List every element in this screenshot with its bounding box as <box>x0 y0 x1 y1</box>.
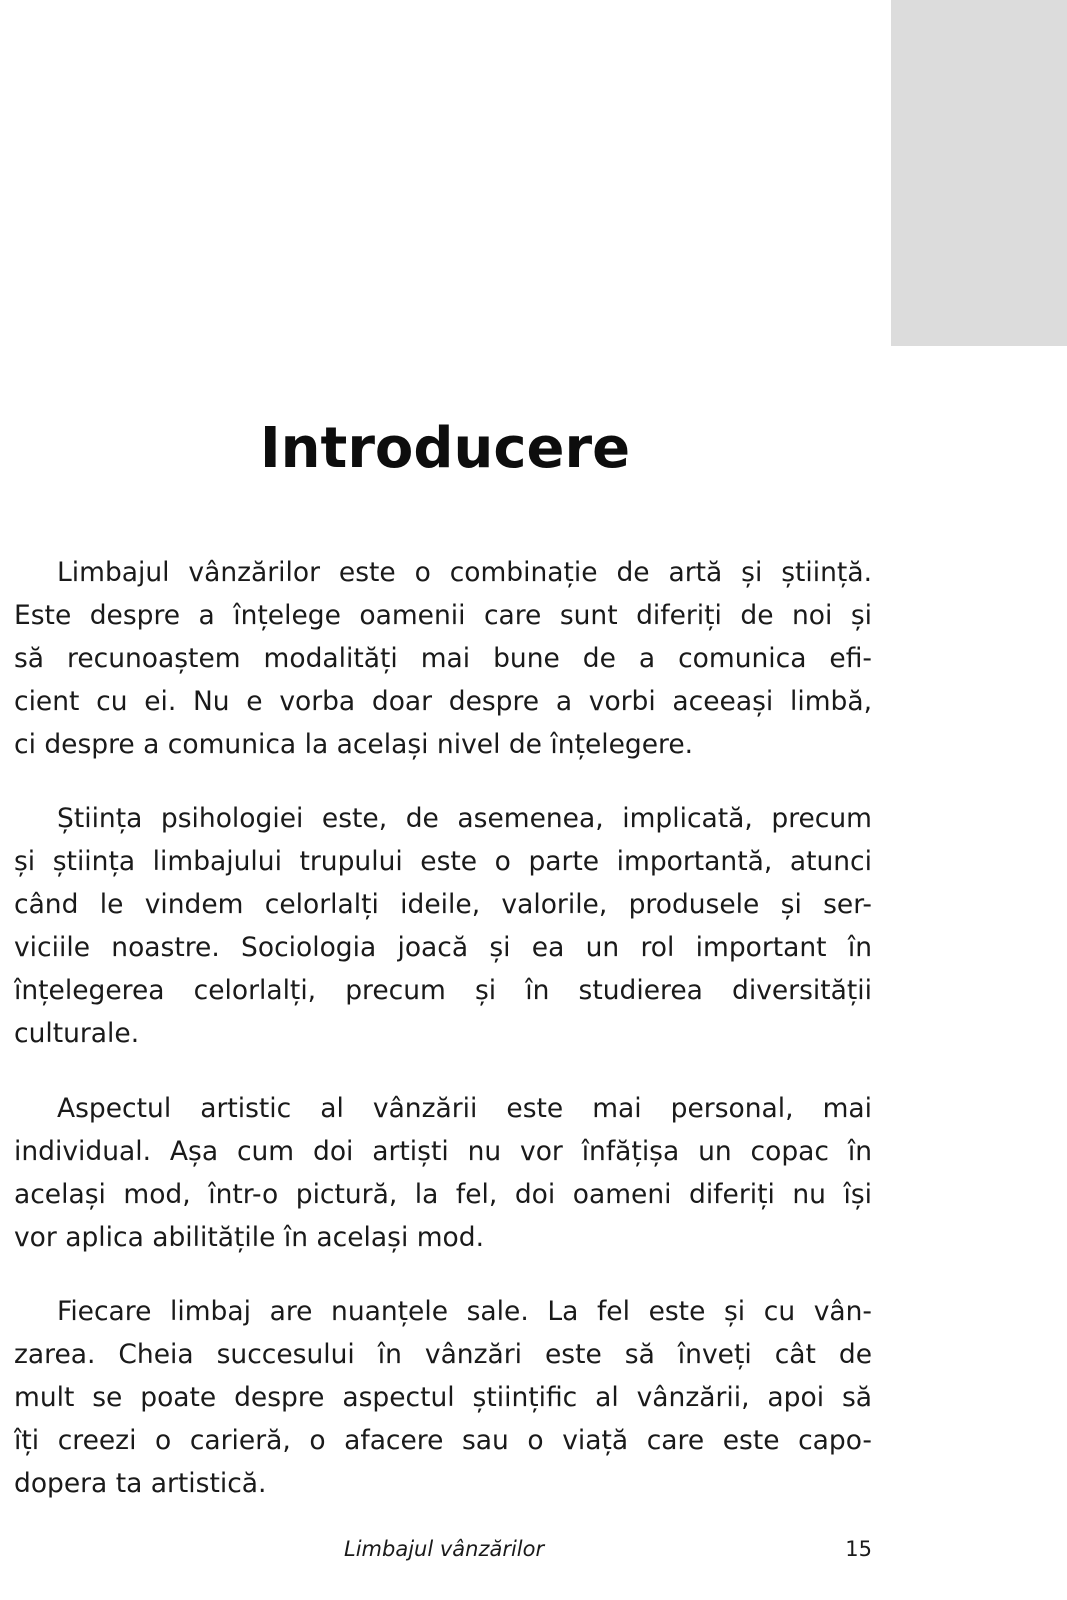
page-corner-tab <box>891 0 1067 346</box>
text-line: Limbajul vânzărilor este o combinație de artă și știință. <box>57 557 872 588</box>
paragraph-3 <box>14 1087 872 1259</box>
text-line: zarea. Cheia succesului în vânzări este să înveți cât de <box>14 1339 872 1370</box>
text-line: viciile noastre. Sociologia joacă și ea un rol important în <box>14 932 872 963</box>
text-line: înțelegerea celorlalți, precum și în studierea diversității <box>14 975 872 1006</box>
paragraph-4 <box>14 1290 872 1505</box>
text-line: ci despre a comunica la același nivel de înțelegere. <box>14 729 694 760</box>
text-line: Aspectul artistic al vânzării este mai personal, mai <box>57 1093 872 1124</box>
text-line: individual. Așa cum doi artiști nu vor înfățișa un copac în <box>14 1136 872 1167</box>
text-line: să recunoaștem modalități mai bune de a comunica efi- <box>14 643 872 674</box>
text-line: îți creezi o carieră, o afacere sau o viață care este capo- <box>14 1425 872 1456</box>
page-number: 15 <box>845 1537 872 1561</box>
text-line: culturale. <box>14 1018 140 1049</box>
paragraph-1 <box>14 551 872 766</box>
text-line: când le vindem celorlalți ideile, valorile, produsele și ser- <box>14 889 872 920</box>
chapter-title: Introducere <box>259 415 631 481</box>
paragraph-2 <box>14 797 872 1055</box>
text-line: dopera ta artistică. <box>14 1468 267 1499</box>
running-footer-title: Limbajul vânzărilor <box>344 1537 545 1561</box>
text-line: mult se poate despre aspectul științific al vânzării, apoi să <box>14 1382 872 1413</box>
text-line: același mod, într-o pictură, la fel, doi oameni diferiți nu își <box>14 1179 872 1210</box>
text-line: și știința limbajului trupului este o parte importantă, atunci <box>14 846 872 877</box>
text-line: vor aplica abilitățile în același mod. <box>14 1222 485 1253</box>
text-line: Știința psihologiei este, de asemenea, implicată, precum <box>57 803 872 834</box>
text-line: Este despre a înțelege oamenii care sunt diferiți de noi și <box>14 600 872 631</box>
text-line: Fiecare limbaj are nuanțele sale. La fel este și cu vân- <box>57 1296 872 1327</box>
text-line: cient cu ei. Nu e vorba doar despre a vorbi aceeași limbă, <box>14 686 872 717</box>
